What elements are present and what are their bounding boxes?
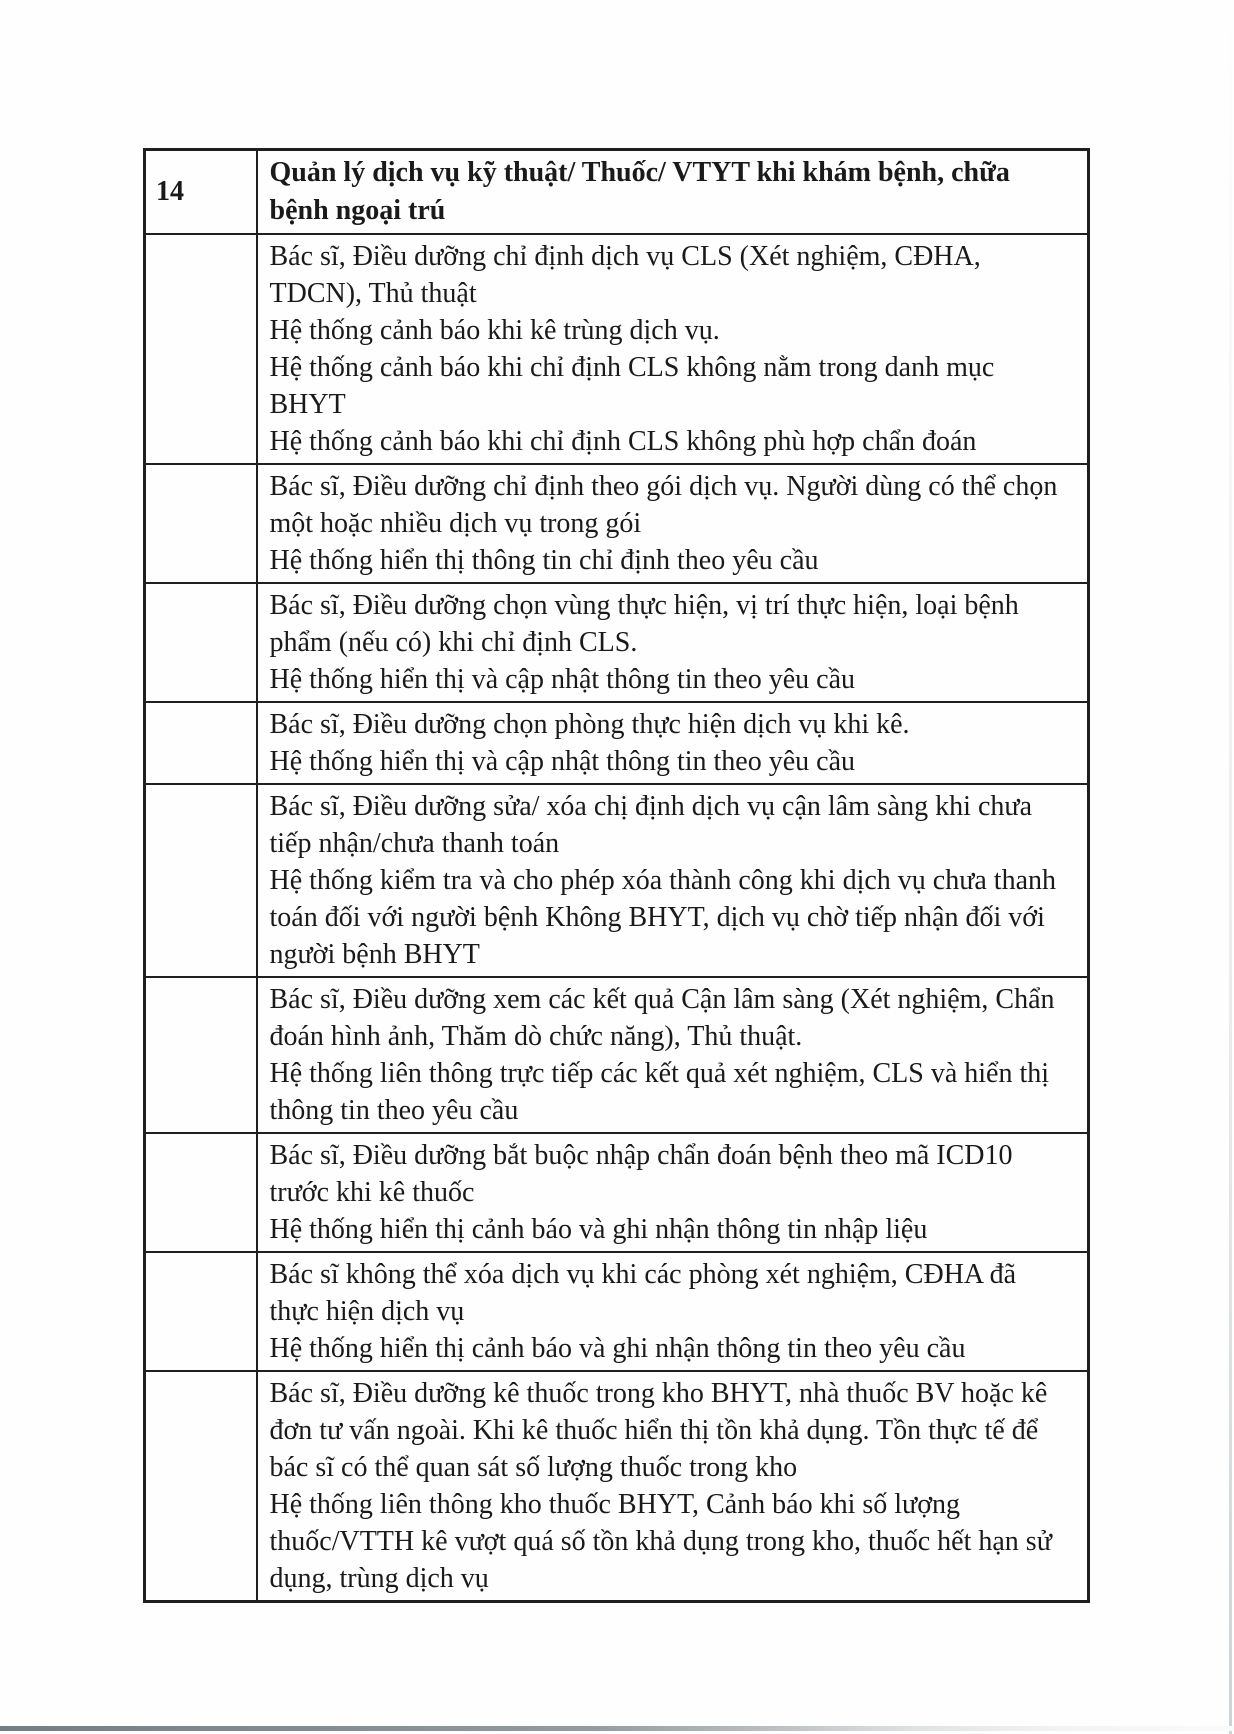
requirement-text: Bác sĩ, Điều dưỡng chọn phòng thực hiện dịch vụ khi kê. [269, 709, 910, 740]
row-number-empty [145, 977, 257, 1133]
requirement-text: Bác sĩ không thể xóa dịch vụ khi các phòng xét nghiệm, CĐHA đã thực hiện dịch vụ [269, 1259, 1017, 1327]
row-content [257, 464, 1089, 583]
row-number-empty [145, 464, 257, 583]
table-row [145, 464, 1089, 583]
row-content [257, 1133, 1089, 1252]
table-row [145, 1252, 1089, 1371]
table-row [145, 1133, 1089, 1252]
requirement-text: Bác sĩ, Điều dưỡng bắt buộc nhập chẩn đoán bệnh theo mã ICD10 trước khi kê thuốc [269, 1140, 1013, 1208]
system-behavior-text: Hệ thống liên thông trực tiếp các kết quả xét nghiệm, CLS và hiển thị thông tin theo yêu cầu [269, 1058, 1050, 1126]
requirement-text: Bác sĩ, Điều dưỡng chọn vùng thực hiện, vị trí thực hiện, loại bệnh phẩm (nếu có) khi chỉ định CLS. [269, 590, 1019, 658]
scan-edge-shadow [1229, 0, 1232, 1734]
row-content [257, 1252, 1089, 1371]
row-number-empty [145, 702, 257, 784]
system-behavior-text: Hệ thống cảnh báo khi kê trùng dịch vụ. [269, 315, 720, 346]
table-row [145, 234, 1089, 464]
row-content [257, 234, 1089, 464]
table-row [145, 784, 1089, 977]
row-number-empty [145, 1371, 257, 1602]
table-row-header [145, 150, 1089, 235]
row-number-empty [145, 1133, 257, 1252]
system-behavior-text: Hệ thống liên thông kho thuốc BHYT, Cảnh báo khi số lượng thuốc/VTTH kê vượt quá số tồn khả dụng trong kho, thuốc hết hạn sử dụng, trùng dịch vụ [269, 1489, 1052, 1594]
table-row [145, 583, 1089, 702]
requirement-text: Bác sĩ, Điều dưỡng chỉ định dịch vụ CLS (Xét nghiệm, CĐHA, TDCN), Thủ thuật [269, 241, 981, 309]
requirement-text: Bác sĩ, Điều dưỡng kê thuốc trong kho BHYT, nhà thuốc BV hoặc kê đơn tư vấn ngoài. Khi kê thuốc hiển thị tồn khả dụng. Tồn thực tế để bác sĩ có thể quan sát số lượng thuốc trong kho [269, 1378, 1048, 1483]
row-content [257, 702, 1089, 784]
system-behavior-text: Hệ thống cảnh báo khi chỉ định CLS không phù hợp chẩn đoán [269, 426, 977, 457]
system-behavior-text: Hệ thống hiển thị thông tin chỉ định theo yêu cầu [269, 545, 819, 576]
system-behavior-text: Hệ thống cảnh báo khi chỉ định CLS không nằm trong danh mục BHYT [269, 352, 995, 420]
section-number: 14 [145, 150, 257, 235]
row-content [257, 1371, 1089, 1602]
table-row [145, 1371, 1089, 1602]
row-number-empty [145, 1252, 257, 1371]
system-behavior-text: Hệ thống hiển thị cảnh báo và ghi nhận thông tin nhập liệu [269, 1214, 928, 1245]
system-behavior-text: Hệ thống hiển thị và cập nhật thông tin theo yêu cầu [269, 664, 856, 695]
section-title: Quản lý dịch vụ kỹ thuật/ Thuốc/ VTYT khi khám bệnh, chữa bệnh ngoại trú [257, 150, 1089, 235]
table-row [145, 977, 1089, 1133]
requirements-table [143, 148, 1090, 1603]
requirement-text: Bác sĩ, Điều dưỡng sửa/ xóa chị định dịch vụ cận lâm sàng khi chưa tiếp nhận/chưa thanh toán [269, 791, 1032, 859]
table-row [145, 702, 1089, 784]
row-number-empty [145, 784, 257, 977]
system-behavior-text: Hệ thống hiển thị cảnh báo và ghi nhận thông tin theo yêu cầu [269, 1333, 966, 1364]
requirement-text: Bác sĩ, Điều dưỡng chỉ định theo gói dịch vụ. Người dùng có thể chọn một hoặc nhiều dịch vụ trong gói [269, 471, 1058, 539]
row-content [257, 977, 1089, 1133]
row-content [257, 784, 1089, 977]
row-number-empty [145, 234, 257, 464]
scan-artifact-bar [0, 1726, 1234, 1731]
system-behavior-text: Hệ thống hiển thị và cập nhật thông tin theo yêu cầu [269, 746, 856, 777]
row-number-empty [145, 583, 257, 702]
row-content [257, 583, 1089, 702]
requirement-text: Bác sĩ, Điều dưỡng xem các kết quả Cận lâm sàng (Xét nghiệm, Chẩn đoán hình ảnh, Thăm dò chức năng), Thủ thuật. [269, 984, 1055, 1052]
system-behavior-text: Hệ thống kiểm tra và cho phép xóa thành công khi dịch vụ chưa thanh toán đối với người bệnh Không BHYT, dịch vụ chờ tiếp nhận đối với người bệnh BHYT [269, 865, 1057, 970]
